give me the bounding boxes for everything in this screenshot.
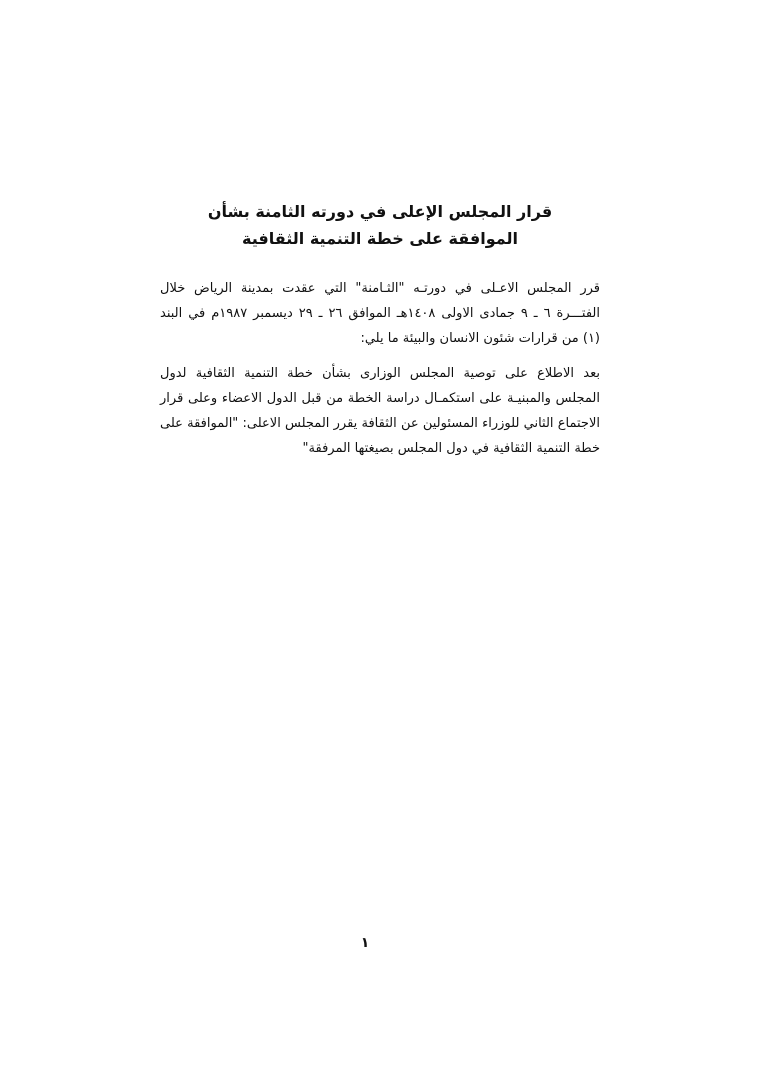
paragraph-line: قرر المجلس الاعـلى في دورتـه "الثـامنة" التي عقدت بمدينة الرياض خلال — [160, 281, 600, 296]
paragraph-line: خطة التنمية الثقافية في دول المجلس بصيغتها المرفقة" — [302, 441, 600, 456]
paragraph-line: الفتـــرة ٦ ـ ٩ جمادى الاولى ١٤٠٨هـ الموافق ٢٦ ـ ٢٩ ديسمبر ١٩٨٧م في البند — [160, 306, 601, 321]
paragraph-line: بعد الاطلاع على توصية المجلس الوزارى بشأن خطة التنمية الثقافية لدول — [160, 366, 600, 381]
paragraph-line: (١) من قرارات شئون الانسان والبيئة ما يلي: — [360, 331, 600, 346]
document-title-line-1: قرار المجلس الإعلى في دورته الثامنة بشأن — [207, 202, 553, 221]
paragraph-line: الاجتماع الثاني للوزراء المسئولين عن الثقافة يقرر المجلس الاعلى: "الموافقة على — [160, 416, 600, 431]
page-number: ١ — [360, 935, 370, 951]
document-title-line-2: الموافقة على خطة التنمية الثقافية — [242, 229, 518, 248]
paragraph-line: المجلس والمبنيـة على استكمـال دراسة الخطة من قبل الدول الاعضاء وعلى قرار — [160, 391, 600, 406]
